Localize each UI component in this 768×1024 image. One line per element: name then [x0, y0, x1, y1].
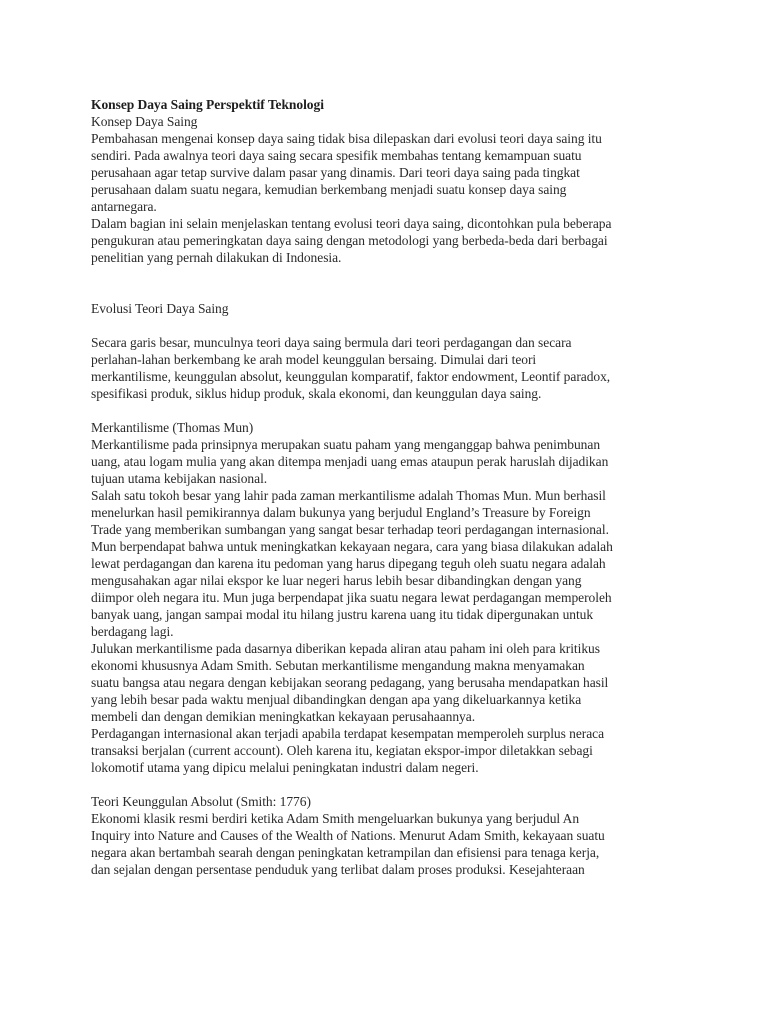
text-line: Trade yang memberikan sumbangan yang sangat besar terhadap teori perdagangan internasional. — [91, 522, 609, 537]
text-line: Salah satu tokoh besar yang lahir pada zaman merkantilisme adalah Thomas Mun. Mun berhasil — [91, 488, 606, 503]
text-line: banyak uang, jangan sampai modal itu hilang justru karena uang itu tidak dipergunakan untuk — [91, 607, 594, 622]
intro-paragraph — [91, 130, 671, 266]
text-line: sendiri. Pada awalnya teori daya saing secara spesifik membahas tentang kemampuan suatu — [91, 148, 582, 163]
text-line: merkantilisme, keunggulan absolut, keunggulan komparatif, faktor endowment, Leontif paradox, — [91, 369, 611, 384]
document-title: Konsep Daya Saing Perspektif Teknologi — [91, 97, 324, 112]
section-heading-merkantilisme: Merkantilisme (Thomas Mun) — [91, 420, 254, 435]
text-line: diimpor oleh negara itu. Mun juga berpendapat jika suatu negara lewat perdagangan memperoleh — [91, 590, 612, 605]
text-line: menelurkan hasil pemikirannya dalam bukunya yang berjudul England’s Treasure by Foreign — [91, 505, 591, 520]
text-line: dan sejalan dengan persentase penduduk yang terlibat dalam proses produksi. Kesejahteraan — [91, 862, 585, 877]
text-line: Pembahasan mengenai konsep daya saing tidak bisa dilepaskan dari evolusi teori daya saing itu — [91, 131, 602, 146]
spacer — [91, 402, 671, 419]
text-line: Ekonomi klasik resmi berdiri ketika Adam Smith mengeluarkan bukunya yang berjudul An — [91, 811, 580, 826]
evolusi-paragraph — [91, 334, 671, 402]
text-line: yang lebih besar pada waktu menjual dibandingkan dengan apa yang dikeluarkannya ketika — [91, 692, 582, 707]
merkantilisme-paragraph — [91, 436, 671, 776]
text-line: Mun berpendapat bahwa untuk meningkatkan kekayaan negara, cara yang biasa dilakukan adalah — [91, 539, 613, 554]
document-page — [91, 96, 671, 878]
text-line: lokomotif utama yang dipicu melalui peningkatan industri dalam negeri. — [91, 760, 479, 775]
text-line: antarnegara. — [91, 199, 157, 214]
text-line: transaksi berjalan (current account). Oleh karena itu, kegiatan ekspor-impor diletakkan sebagi — [91, 743, 593, 758]
text-line: spesifikasi produk, siklus hidup produk, skala ekonomi, dan keunggulan daya saing. — [91, 386, 542, 401]
text-line: Inquiry into Nature and Causes of the Wealth of Nations. Menurut Adam Smith, kekayaan suatu — [91, 828, 605, 843]
text-line: pengukuran atau pemeringkatan daya saing dengan metodologi yang berbeda-beda dari berbagai — [91, 233, 608, 248]
text-line: penelitian yang pernah dilakukan di Indonesia. — [91, 250, 342, 265]
text-line: negara akan bertambah searah dengan peningkatan ketrampilan dan efisiensi para tenaga kerja, — [91, 845, 600, 860]
section-heading-absolut: Teori Keunggulan Absolut (Smith: 1776) — [91, 794, 311, 809]
text-line: Julukan merkantilisme pada dasarnya diberikan kepada aliran atau paham ini oleh para kritikus — [91, 641, 600, 656]
text-line: uang, atau logam mulia yang akan ditempa menjadi uang emas ataupun perak haruslah dijadikan — [91, 454, 609, 469]
text-line: Dalam bagian ini selain menjelaskan tentang evolusi teori daya saing, dicontohkan pula beberapa — [91, 216, 612, 231]
text-line: membeli dan dengan demikian meningkatkan kekayaan perusahaannya. — [91, 709, 476, 724]
text-line: berdagang lagi. — [91, 624, 174, 639]
text-line: perusahaan agar tetap survive dalam pasar yang dinamis. Dari teori daya saing pada tingkat — [91, 165, 580, 180]
section-heading-evolusi: Evolusi Teori Daya Saing — [91, 301, 229, 316]
spacer — [91, 266, 671, 300]
text-line: mengusahakan agar nilai ekspor ke luar negeri harus lebih besar dibandingkan dengan yang — [91, 573, 582, 588]
text-line: lewat perdagangan dan karena itu pedoman yang harus dipegang teguh oleh suatu negara adalah — [91, 556, 606, 571]
spacer — [91, 317, 671, 334]
document-subtitle: Konsep Daya Saing — [91, 114, 198, 129]
text-line: suatu bangsa atau negara dengan kebijakan seorang pedagang, yang berusaha mendapatkan hasil — [91, 675, 609, 690]
absolut-paragraph — [91, 810, 671, 878]
text-line: perusahaan dalam suatu negara, kemudian berkembang menjadi suatu konsep daya saing — [91, 182, 567, 197]
spacer — [91, 776, 671, 793]
text-line: Secara garis besar, munculnya teori daya saing bermula dari teori perdagangan dan secara — [91, 335, 572, 350]
text-line: Merkantilisme pada prinsipnya merupakan suatu paham yang menganggap bahwa penimbunan — [91, 437, 601, 452]
text-line: Perdagangan internasional akan terjadi apabila terdapat kesempatan memperoleh surplus neraca — [91, 726, 605, 741]
text-line: tujuan utama kebijakan nasional. — [91, 471, 268, 486]
text-line: ekonomi khususnya Adam Smith. Sebutan merkantilisme mengandung makna menyamakan — [91, 658, 585, 673]
text-line: perlahan-lahan berkembang ke arah model keunggulan bersaing. Dimulai dari teori — [91, 352, 537, 367]
